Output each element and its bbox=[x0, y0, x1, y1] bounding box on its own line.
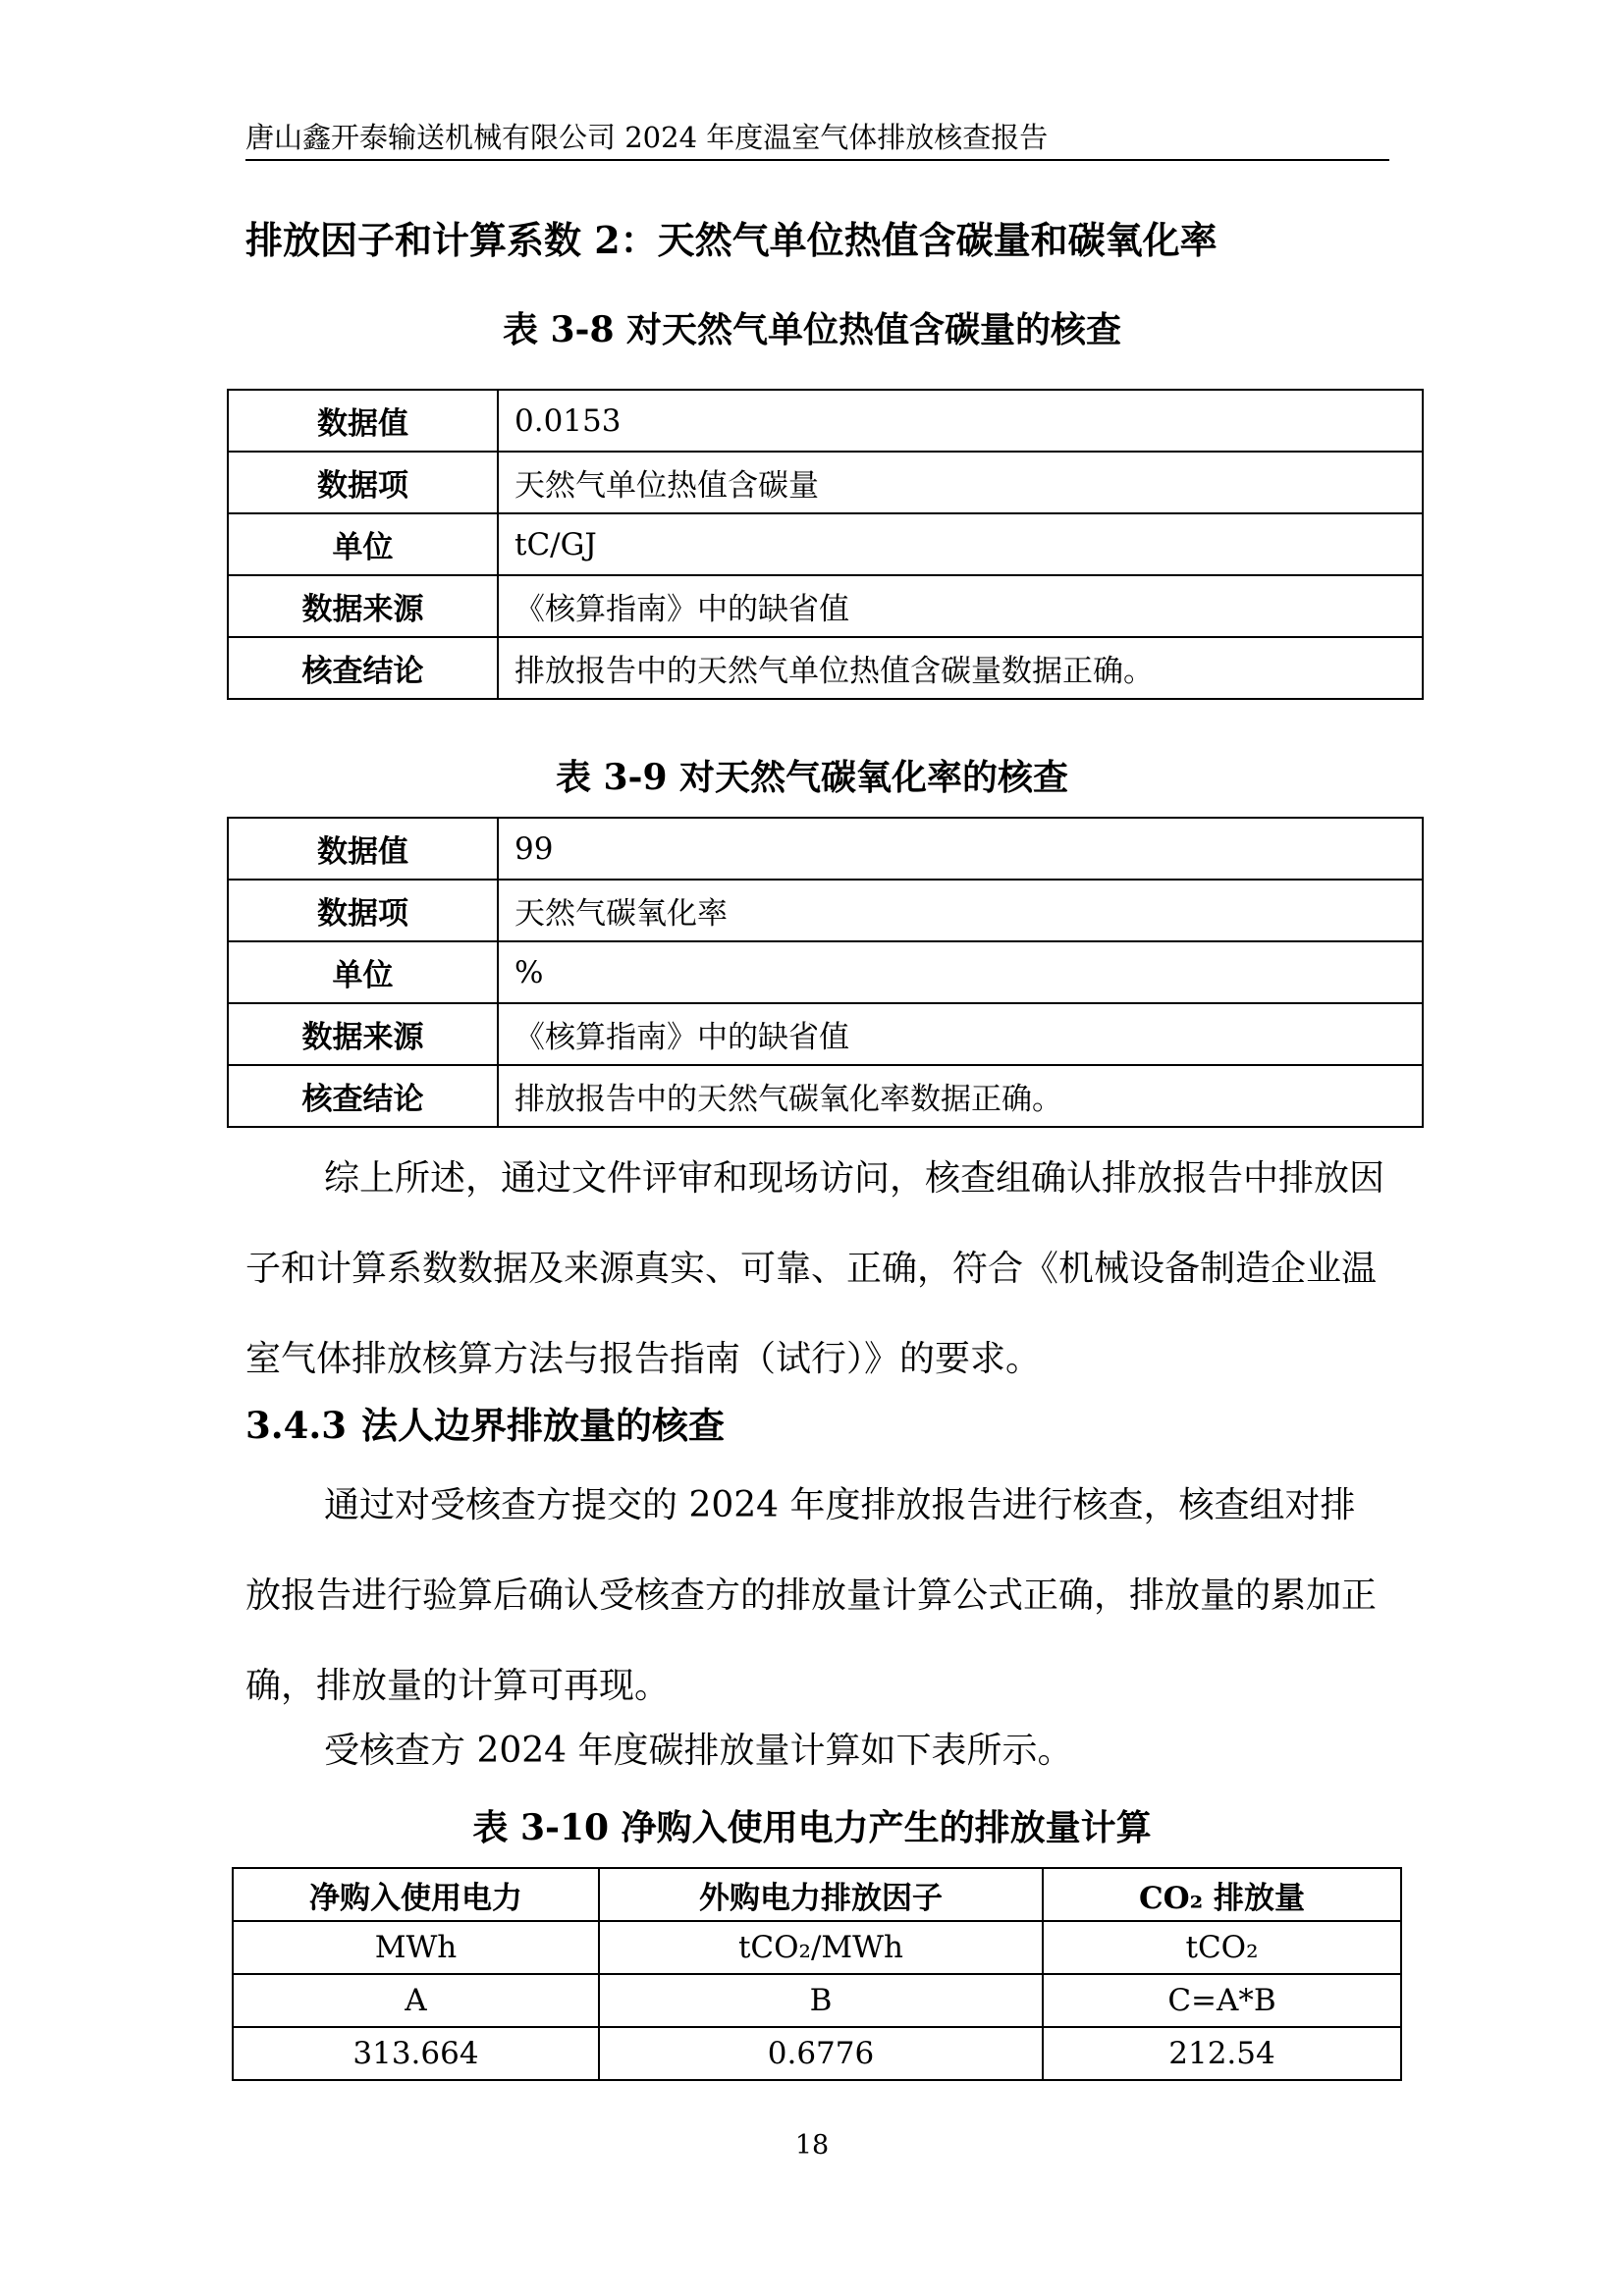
table-row bbox=[233, 2027, 1401, 2080]
subsection-heading bbox=[245, 1396, 725, 1449]
table-row bbox=[228, 1065, 1423, 1127]
table-row bbox=[228, 941, 1423, 1003]
header-rule bbox=[245, 159, 1389, 161]
body-paragraph: 受核查方 2024 年度碳排放量计算如下表所示。 bbox=[324, 1731, 1073, 1771]
table-row bbox=[233, 1974, 1401, 2027]
unit-cell: MWh bbox=[233, 1921, 599, 1974]
table-key: 数据值 bbox=[228, 390, 498, 452]
table-3-9-caption: 表 3-9 对天然气碳氧化率的核查 bbox=[555, 757, 1069, 798]
table-3-9 bbox=[227, 817, 1424, 1128]
running-header: 唐山鑫开泰输送机械有限公司 2024 年度温室气体排放核查报告 bbox=[245, 121, 1049, 154]
table-key: 单位 bbox=[228, 941, 498, 1003]
table-row bbox=[228, 637, 1423, 699]
table-key: 核查结论 bbox=[228, 1065, 498, 1127]
column-header: 外购电力排放因子 bbox=[599, 1868, 1043, 1921]
page-number: 18 bbox=[794, 2130, 830, 2161]
table-key: 数据项 bbox=[228, 880, 498, 941]
symbol-cell: C=A*B bbox=[1043, 1974, 1401, 2027]
table-row bbox=[228, 390, 1423, 452]
table-3-8-caption: 表 3-8 对天然气单位热值含碳量的核查 bbox=[502, 309, 1122, 350]
table-row bbox=[228, 880, 1423, 941]
unit-cell: tCO₂ bbox=[1043, 1921, 1401, 1974]
table-key: 单位 bbox=[228, 513, 498, 575]
body-paragraph: 通过对受核查方提交的 2024 年度排放报告进行核查，核查组对排放报告进行验算后确认受核查方的排放量计算公式正确，排放量的累加正确，排放量的计算可再现。 bbox=[245, 1485, 1378, 1706]
table-3-10-caption: 表 3-10 净购入使用电力产生的排放量计算 bbox=[472, 1807, 1152, 1848]
subsection-number: 3.4.3 bbox=[245, 1404, 347, 1447]
subsection-title: 法人边界排放量的核查 bbox=[361, 1404, 725, 1447]
section-heading: 排放因子和计算系数 2：天然气单位热值含碳量和碳氧化率 bbox=[245, 218, 1218, 262]
symbol-cell: A bbox=[233, 1974, 599, 2027]
table-value: 《核算指南》中的缺省值 bbox=[498, 575, 1423, 637]
table-3-8 bbox=[227, 389, 1424, 700]
table-row bbox=[228, 1003, 1423, 1065]
table-key: 数据来源 bbox=[228, 1003, 498, 1065]
value-cell: 212.54 bbox=[1043, 2027, 1401, 2080]
column-header: 净购入使用电力 bbox=[233, 1868, 599, 1921]
table-value: 天然气单位热值含碳量 bbox=[498, 452, 1423, 513]
table-value: % bbox=[498, 941, 1423, 1003]
table-key: 数据来源 bbox=[228, 575, 498, 637]
value-cell: 0.6776 bbox=[599, 2027, 1043, 2080]
table-key: 数据项 bbox=[228, 452, 498, 513]
table-value: 0.0153 bbox=[498, 390, 1423, 452]
table-row bbox=[233, 1921, 1401, 1974]
table-row bbox=[228, 818, 1423, 880]
table-key: 核查结论 bbox=[228, 637, 498, 699]
table-value: 99 bbox=[498, 818, 1423, 880]
table-value: 《核算指南》中的缺省值 bbox=[498, 1003, 1423, 1065]
table-value: 排放报告中的天然气单位热值含碳量数据正确。 bbox=[498, 637, 1423, 699]
table-value: tC/GJ bbox=[498, 513, 1423, 575]
column-header: CO₂ 排放量 bbox=[1043, 1868, 1401, 1921]
table-row bbox=[228, 575, 1423, 637]
symbol-cell: B bbox=[599, 1974, 1043, 2027]
summary-paragraph: 综上所述，通过文件评审和现场访问，核查组确认排放报告中排放因子和计算系数数据及来源真实、可靠、正确，符合《机械设备制造企业温室气体排放核算方法与报告指南（试行）》的要求。 bbox=[245, 1158, 1385, 1379]
table-3-10 bbox=[232, 1867, 1402, 2081]
table-header-row bbox=[233, 1868, 1401, 1921]
table-row bbox=[228, 452, 1423, 513]
unit-cell: tCO₂/MWh bbox=[599, 1921, 1043, 1974]
value-cell: 313.664 bbox=[233, 2027, 599, 2080]
table-row bbox=[228, 513, 1423, 575]
table-value: 天然气碳氧化率 bbox=[498, 880, 1423, 941]
table-value: 排放报告中的天然气碳氧化率数据正确。 bbox=[498, 1065, 1423, 1127]
table-key: 数据值 bbox=[228, 818, 498, 880]
